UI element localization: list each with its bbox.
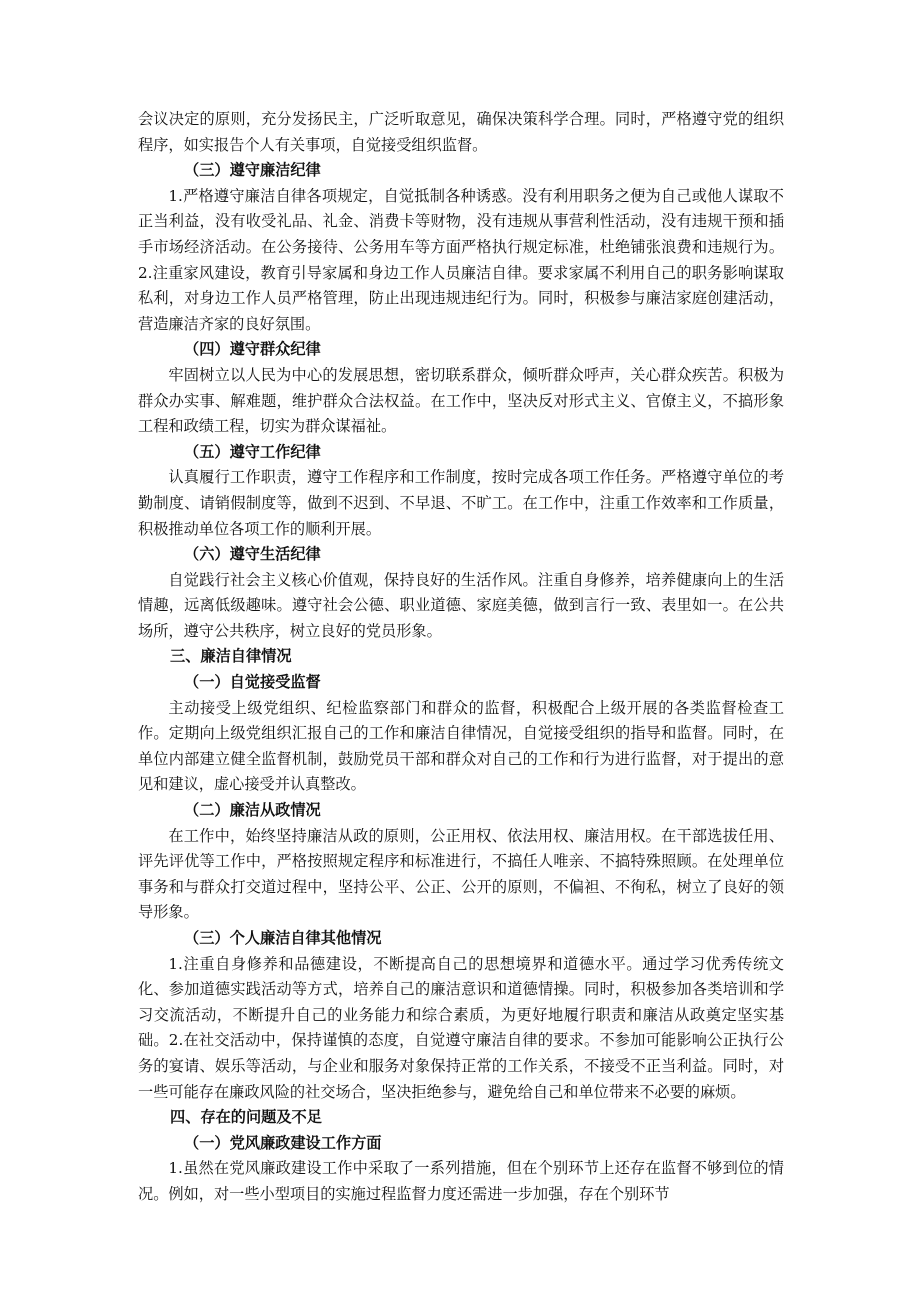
document-page (138, 107, 784, 1208)
paragraph: 主动接受上级党组织、纪检监察部门和群众的监督，积极配合上级开展的各类监督检查工作。定期向上级党组织汇报自己的工作和廉洁自律情况，自觉接受组织的指导和监督。同时，在单位内部建立健全监督机制，鼓励党员干部和群众对自己的工作和行为进行监督，对于提出的意见和建议，虚心接受并认真整改。 (138, 698, 784, 794)
section-heading: （四）遵守群众纪律 (184, 340, 321, 359)
chapter-heading: 四、存在的问题及不足 (170, 1108, 322, 1127)
section-heading: （三）个人廉洁自律其他情况 (184, 929, 382, 947)
paragraph-continued: 会议决定的原则，充分发扬民主，广泛听取意见，确保决策科学合理。同时，严格遵守党的组织程序，如实报告个人有关事项，自觉接受组织监督。 (138, 110, 784, 154)
section-heading: （六）遵守生活纪律 (184, 545, 321, 564)
paragraph: 1.严格遵守廉洁自律各项规定，自觉抵制各种诱惑。没有利用职务之便为自己或他人谋取不正当利益，没有收受礼品、礼金、消费卡等财物，没有违规从事营利性活动，没有违规干预和插手市场经济活动。在公务接待、公务用车等方面严格执行规定标准，杜绝铺张浪费和违规行为。2.注重家风建设，教育引导家属和身边工作人员廉洁自律。要求家属不利用自己的职务影响谋取私利，对身边工作人员严格管理，防止出现违规违纪行为。同时，积极参与廉洁家庭创建活动，营造廉洁齐家的良好氛围。 (138, 186, 784, 333)
paragraph: 牢固树立以人民为中心的发展思想，密切联系群众，倾听群众呼声，关心群众疾苦。积极为群众办实事、解难题，维护群众合法权益。在工作中，坚决反对形式主义、官僚主义，不搞形象工程和政绩工程，切实为群众谋福祉。 (138, 365, 784, 436)
section-heading: （一）党风廉政建设工作方面 (184, 1133, 382, 1152)
chapter-heading: 三、廉洁自律情况 (170, 647, 292, 666)
paragraph: 在工作中，始终坚持廉洁从政的原则，公正用权、依法用权、廉洁用权。在干部选拔任用、评先评优等工作中，严格按照规定程序和标准进行，不搞任人唯亲、不搞特殊照顾。在处理单位事务和与群众打交道过程中，坚持公平、公正、公开的原则，不偏袒、不徇私，树立了良好的领导形象。 (138, 826, 784, 922)
section-heading: （一）自觉接受监督 (184, 673, 321, 692)
paragraph: 自觉践行社会主义核心价值观，保持良好的生活作风。注重自身修养，培养健康向上的生活情趣，远离低级趣味。遵守社会公德、职业道德、家庭美德，做到言行一致、表里如一。在公共场所，遵守公共秩序，树立良好的党员形象。 (138, 570, 784, 640)
section-heading: （五）遵守工作纪律 (184, 442, 321, 461)
paragraph: 1.虽然在党风廉政建设工作中采取了一系列措施，但在个别环节上还存在监督不够到位的情况。例如，对一些小型项目的实施过程监督力度还需进一步加强，存在个别环节 (138, 1159, 784, 1203)
paragraph: 1.注重自身修养和品德建设，不断提高自己的思想境界和道德水平。通过学习优秀传统文化、参加道德实践活动等方式，培养自己的廉洁意识和道德情操。同时，积极参加各类培训和学习交流活动，不断提升自己的业务能力和综合素质，为更好地履行职责和廉洁从政奠定坚实基础。2.在社交活动中，保持谨慎的态度，自觉遵守廉洁自律的要求。不参加可能影响公正执行公务的宴请、娱乐等活动，与企业和服务对象保持正常的工作关系，不接受不正当利益。同时，对一些可能存在廉政风险的社交场合，坚决拒绝参与，避免给自己和单位带来不必要的麻烦。 (138, 954, 784, 1101)
paragraph: 认真履行工作职责，遵守工作程序和工作制度，按时完成各项工作任务。严格遵守单位的考勤制度、请销假制度等，做到不迟到、不早退、不旷工。在工作中，注重工作效率和工作质量，积极推动单位各项工作的顺利开展。 (138, 468, 784, 538)
section-heading: （二）廉洁从政情况 (184, 801, 321, 820)
section-heading: （三）遵守廉洁纪律 (184, 161, 321, 180)
